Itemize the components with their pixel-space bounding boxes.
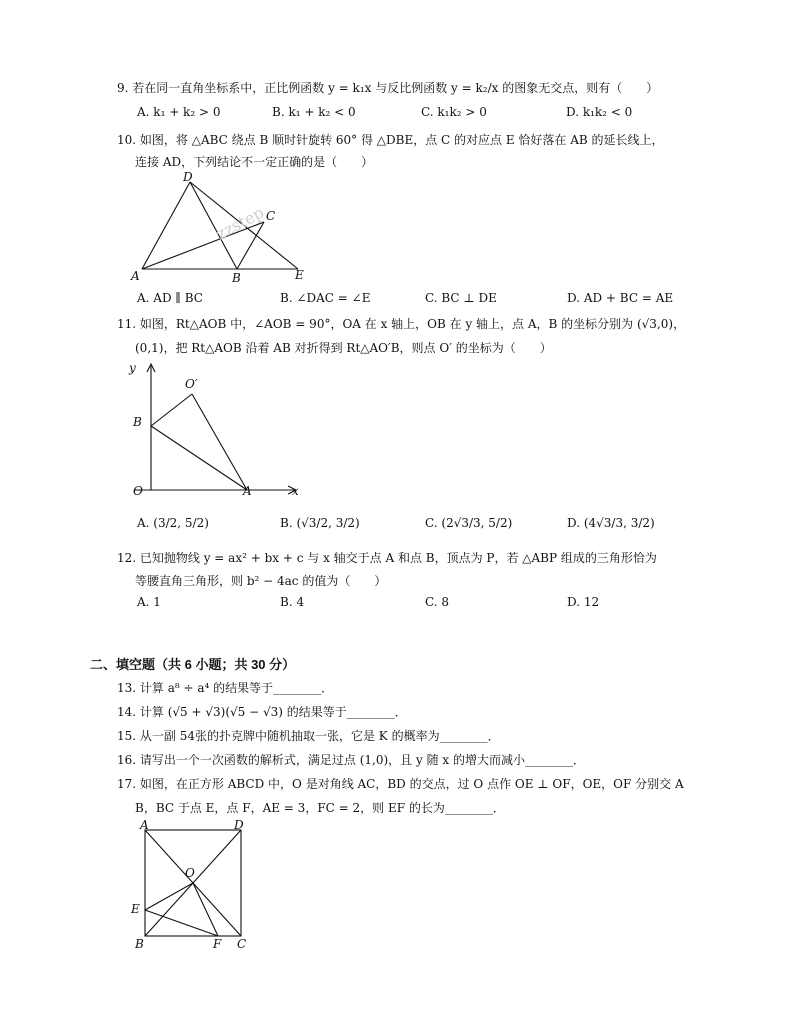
question-13: 13. 计算 a⁸ ÷ a⁴ 的结果等于________． xyxy=(117,681,334,695)
q17-label-e: E xyxy=(131,902,140,916)
q11-figure xyxy=(125,358,315,503)
question-11-stem-line1: 11. 如图，Rt△AOB 中，∠AOB = 90°，OA 在 x 轴上，OB 在 y 轴上，点 A，B 的坐标分别为 (√3,0)， xyxy=(117,317,686,331)
question-9-stem: 9. 若在同一直角坐标系中，正比例函数 y = k₁x 与反比例函数 y = k₂/x 的图象无交点，则有（ ） xyxy=(117,81,659,95)
q17-figure xyxy=(128,818,258,953)
watermark: zzstep xyxy=(212,202,268,244)
question-15: 15. 从一副 54张的扑克牌中随机抽取一张，它是 K 的概率为________． xyxy=(117,729,500,743)
question-17-line1: 17. 如图，在正方形 ABCD 中，O 是对角线 AC，BD 的交点，过 O 点作 OE ⊥ OF，OE，OF 分别交 A xyxy=(117,777,684,791)
q17-label-o: O xyxy=(185,866,195,880)
q10-option-b: B. ∠DAC = ∠E xyxy=(280,291,371,305)
q12-option-d: D. 12 xyxy=(567,595,600,609)
q11-option-d: D. (4√3/3, 3/2) xyxy=(567,516,655,530)
q10-label-a: A xyxy=(131,269,140,283)
q17-segment-oe xyxy=(145,883,193,910)
q12-option-b: B. 4 xyxy=(280,595,305,609)
q10-label-d: D xyxy=(183,170,193,184)
q10-option-d: D. AD + BC = AE xyxy=(567,291,674,305)
q9-option-c: C. k₁k₂ > 0 xyxy=(421,105,487,119)
q10-label-e: E xyxy=(295,268,304,282)
q11-label-a: A xyxy=(243,484,252,498)
q11-label-y: y xyxy=(129,361,136,375)
q10-figure xyxy=(128,170,318,285)
question-17-line2: B，BC 于点 E，点 F，AE = 3，FC = 2，则 EF 的长为________． xyxy=(135,801,505,815)
q11-label-o: O xyxy=(133,484,143,498)
q10-label-c: C xyxy=(266,209,276,223)
q10-option-c: C. BC ⊥ DE xyxy=(425,291,497,305)
section-2-title: 二、填空题（共 6 小题；共 30 分） xyxy=(90,657,296,672)
q11-label-b: B xyxy=(133,415,142,429)
q9-option-b: B. k₁ + k₂ < 0 xyxy=(272,105,356,119)
q17-label-f: F xyxy=(213,937,222,951)
q10-segment-ad xyxy=(142,182,190,269)
q17-label-a: A xyxy=(140,818,149,832)
question-10-stem-line2: 连接 AD，下列结论不一定正确的是（ ） xyxy=(135,155,374,169)
question-14: 14. 计算 (√5 + √3)(√5 − √3) 的结果等于________． xyxy=(117,705,407,719)
question-16: 16. 请写出一个一次函数的解析式，满足过点 (1,0)，且 y 随 x 的增大而减小________． xyxy=(117,753,585,767)
q10-option-a: A. AD ∥ BC xyxy=(137,291,203,305)
question-12-stem-line1: 12. 已知抛物线 y = ax² + bx + c 与 x 轴交于点 A 和点 B，顶点为 P，若 △ABP 组成的三角形恰为 xyxy=(117,551,657,565)
question-12-stem-line2: 等腰直角三角形，则 b² − 4ac 的值为（ ） xyxy=(135,574,387,588)
q11-option-b: B. (√3/2, 3/2) xyxy=(280,516,360,530)
q10-label-b: B xyxy=(232,271,241,285)
q9-option-d: D. k₁k₂ < 0 xyxy=(566,105,633,119)
q17-label-d: D xyxy=(234,818,244,832)
q11-option-a: A. (3/2, 5/2) xyxy=(137,516,209,530)
q11-segment-bo-prime xyxy=(151,394,192,426)
question-11-stem-line2: (0,1)，把 Rt△AOB 沿着 AB 对折得到 Rt△AO′B，则点 O′ 的坐标为（ ） xyxy=(135,341,552,355)
q17-label-c: C xyxy=(237,937,247,951)
question-10-stem-line1: 10. 如图，将 △ABC 绕点 B 顺时针旋转 60° 得 △DBE，点 C 的对应点 E 恰好落在 AB 的延长线上， xyxy=(117,133,664,147)
q12-option-a: A. 1 xyxy=(137,595,161,609)
q11-label-o-prime: O′ xyxy=(185,377,198,391)
q11-label-x: x xyxy=(292,484,299,498)
q11-segment-o-prime-a xyxy=(192,394,247,490)
q11-segment-ab xyxy=(151,426,247,490)
q11-option-c: C. (2√3/3, 5/2) xyxy=(425,516,513,530)
q9-option-a: A. k₁ + k₂ > 0 xyxy=(137,105,221,119)
q12-option-c: C. 8 xyxy=(425,595,450,609)
q17-label-b: B xyxy=(135,937,144,951)
